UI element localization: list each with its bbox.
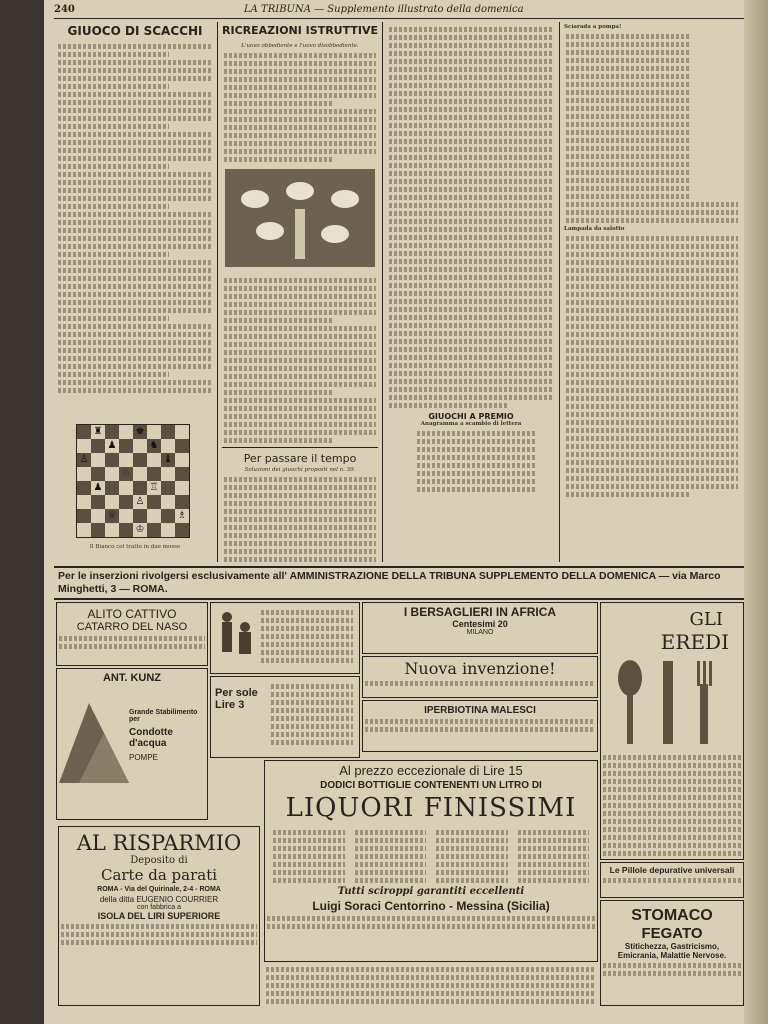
ad-eredi-title2: EREDI bbox=[660, 630, 729, 654]
ad-stomaco-t4: Emicrania, Malattie Nervose. bbox=[617, 951, 727, 960]
ad-somnambula bbox=[210, 602, 360, 674]
chess-board: ♜ ♚ ♟ ♞ ♙ ♝ ♘ ♟ ♖ ♙ ♕ ♗ ♔ bbox=[76, 424, 190, 538]
ad-bersaglieri bbox=[362, 602, 598, 654]
ad-iperbiotina bbox=[362, 700, 598, 752]
ad-kunz-line2: POMPE bbox=[129, 753, 158, 762]
ad-alito-title2: CATARRO DEL NASO bbox=[76, 621, 188, 633]
lampada-heading: Lampada da salotto bbox=[564, 226, 625, 232]
ad-risparmio-l3: ROMA - Via del Quirinale, 2-4 - ROMA bbox=[97, 886, 221, 893]
ad-iperbiotina-title: IPERBIOTINA MALESCI bbox=[424, 705, 536, 716]
ad-liquori-line2: DODICI BOTTIGLIE CONTENENTI UN LITRO DI bbox=[320, 780, 542, 791]
ad-pillole bbox=[600, 862, 744, 898]
ad-kunz-line: Condotte d'acqua bbox=[129, 727, 173, 749]
sciarada-heading: Sciarada a pompa! bbox=[564, 24, 622, 30]
ad-liquori-title: LIQUORI FINISSIMI bbox=[285, 793, 577, 823]
ad-risparmio-l5: con fabbrica a bbox=[137, 904, 181, 911]
ad-risparmio-title: AL RISPARMIO bbox=[76, 831, 242, 855]
ad-bersaglieri-title: I BERSAGLIERI IN AFRICA bbox=[403, 605, 557, 619]
prizes-sub: Anagramma a scambio di lettera bbox=[420, 421, 522, 427]
ad-liquori bbox=[264, 760, 598, 962]
ad-stomaco bbox=[600, 900, 744, 1006]
newspaper-page bbox=[44, 0, 744, 1024]
chess-caption: Il Bianco col tratto in due mosse bbox=[89, 544, 181, 550]
solutions-column bbox=[387, 24, 555, 564]
recreations-subheading: L'uovo obbediente e l'uovo disobbediente. bbox=[241, 43, 359, 49]
ad-stomaco-t3: Stitichezza, Gastricismo, bbox=[624, 942, 720, 951]
chess-heading: GIUOCO DI SCACCHI bbox=[67, 24, 203, 38]
recreations-column bbox=[222, 24, 378, 564]
ad-alito bbox=[56, 602, 208, 666]
ad-risparmio-l6: ISOLA DEL LIRI SUPERIORE bbox=[97, 911, 221, 921]
column-rule bbox=[559, 22, 560, 562]
ads-banner: Per le inserzioni rivolgersi esclusivamente all' AMMINISTRAZIONE DELLA TRIBUNA SUPPLEMENTO DELLA DOMENICA — via Marco Minghetti, 3 — ROMA. bbox=[58, 570, 721, 595]
column-rule bbox=[217, 22, 218, 562]
cutlery-illustration bbox=[605, 656, 735, 746]
ad-eredi bbox=[600, 602, 744, 860]
eggs-illustration bbox=[225, 169, 375, 267]
pastime-heading: Per passare il tempo bbox=[243, 452, 357, 465]
ad-invenzione-title: Nuova invenzione! bbox=[404, 659, 556, 678]
prizes-heading: GIUOCHI A PREMIO bbox=[428, 412, 514, 421]
column-rule bbox=[382, 22, 383, 562]
ad-liquori-line1: Al prezzo eccezionale di Lire 15 bbox=[339, 763, 523, 778]
ad-bersaglieri-price: Centesimi 20 bbox=[452, 619, 508, 629]
ad-liquori-maker: Luigi Soraci Centorrino - Messina (Sicilia) bbox=[312, 899, 550, 913]
bottom-note bbox=[264, 964, 596, 1014]
ad-risparmio-l2: Carte da parati bbox=[100, 866, 218, 884]
page-title: LA TRIBUNA — Supplemento illustrato della domenica bbox=[244, 4, 524, 15]
ad-risparmio-l4: della ditta EUGENIO COURRIER bbox=[99, 895, 219, 904]
page-number: 240 bbox=[54, 4, 75, 15]
page-edge bbox=[744, 0, 768, 1024]
page-header bbox=[54, 2, 744, 19]
mountain-illustration bbox=[59, 693, 129, 783]
ad-kunz-sub: Grande Stabilimento per bbox=[129, 709, 198, 723]
ad-kunz bbox=[56, 668, 208, 820]
ad-liquori-footer: Tutti sciroppi garantiti eccellenti bbox=[337, 886, 525, 897]
ad-lire3 bbox=[210, 676, 360, 758]
figures-illustration bbox=[213, 607, 257, 667]
ad-alito-title1: ALITO CATTIVO bbox=[87, 607, 177, 621]
pastime-sub: Soluzioni dei giuochi proposti nel n. 39. bbox=[244, 467, 356, 473]
ad-lire3-title: Per sole Lire 3 bbox=[215, 687, 258, 711]
right-column bbox=[564, 24, 740, 564]
ad-kunz-title: ANT. KUNZ bbox=[102, 672, 162, 684]
recreations-heading: RICREAZIONI ISTRUTTIVE bbox=[222, 24, 378, 37]
ad-eredi-title1: GLI bbox=[689, 609, 723, 630]
ad-risparmio bbox=[58, 826, 260, 1006]
ad-pillole-title: Le Pillole depurative universali bbox=[609, 865, 735, 875]
ad-stomaco-t1: STOMACO bbox=[631, 907, 713, 924]
ad-bersaglieri-city: MILANO bbox=[466, 629, 494, 636]
ad-invenzione bbox=[362, 656, 598, 698]
ad-stomaco-t2: FEGATO bbox=[641, 925, 703, 942]
ad-risparmio-l1: Deposito di bbox=[130, 855, 188, 866]
